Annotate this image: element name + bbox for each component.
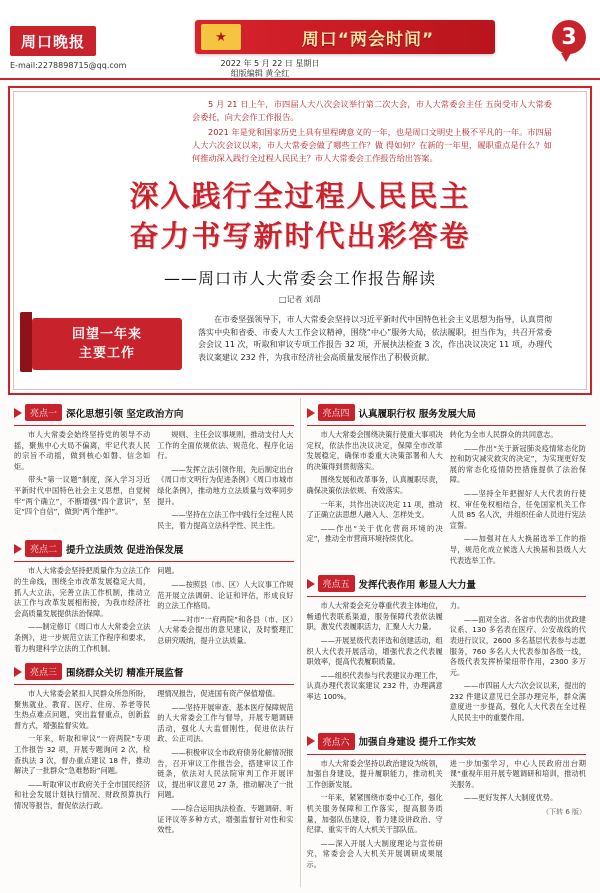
section-rule-4 bbox=[307, 425, 587, 426]
paragraph: 规则、主任会议事规则，推动支付人大工作的全面依规依法、规范化、程序化运行。 bbox=[157, 430, 294, 461]
page-number-tail bbox=[561, 53, 571, 62]
paragraph: 市人大常委会充分尊重代表主体地位，畅通代表联系渠道，服务保障代表依法履职，激发代表履职活力，汇聚人大力量。 bbox=[306, 601, 443, 632]
hero-intro bbox=[192, 98, 552, 167]
dateline: 2022 年 5 月 22 日 星期日 bbox=[220, 59, 320, 68]
continuation-note: （下转 6 版） bbox=[542, 808, 586, 817]
section-heading-1: 深化思想引领 坚定政治方向 bbox=[66, 408, 184, 420]
section-4-colB bbox=[450, 430, 586, 569]
subtitle: ——周口市人大常委会工作报告解读 bbox=[163, 269, 436, 288]
paragraph: ——组织代表参与代表建议办理工作，认真办理代表议案建议 232 件，办理满意率达 100%。 bbox=[306, 670, 443, 701]
paragraph: ——坚持全年把握好人大代表的行使权、审任免权相结合，任免国家机关工作人员 85 名人次，并组织任命人员进行宪法宣誓。 bbox=[449, 488, 586, 530]
section-6-body bbox=[307, 759, 587, 874]
contact-info: E-mail:2278898715@qq.com bbox=[10, 61, 127, 70]
banner-title: 周口“两会时间” bbox=[301, 29, 435, 50]
paragraph: 市人大常委会坚持把质量作为立法工作的生命线，围绕全市改革发展稳定大局，抓人大立法，完善立法工作机制，推动立法工作与改革发展相衔接，为我市经济社会高质量发展提供法治保障。 bbox=[14, 566, 151, 618]
newspaper-logo: 周口晚报 bbox=[10, 26, 96, 56]
paragraph: 市人大常委会始终坚持党的领导不动摇，聚焦中心大局不偏离，牢记代表人民的宗旨不动摇，做到核心如磐、信念如炬。 bbox=[14, 430, 151, 471]
hero-block bbox=[8, 86, 592, 395]
section-1-colA bbox=[14, 430, 150, 534]
section-5-colB bbox=[450, 601, 586, 727]
hero-summary-text: 在市委坚强领导下，市人大常委会坚持以习近平新时代中国特色社会主义思想为指导，认真贯彻落实中央和省委、市委人大工作会议精神，围绕“中心”服务大局，依法履职，担当作为，共召开常委会会议 11 次，听取和审议专项工作报告 32 项，开展执法检查 3 次，作出决议决定 11 项，办理代表议案建议 232 件，为我市经济社会高质量发展作出了积极贡献。 bbox=[198, 315, 552, 362]
ribbon-decoration bbox=[20, 312, 32, 372]
paragraph: 一年来，紧紧围绕市委中心工作，强化机关服务保障和工作落实，提高服务质量，加强队伍建设，着力建设讲政治、守纪律、重实干的人大机关干部队伍。 bbox=[306, 793, 443, 835]
section-tag-6: 亮点六 bbox=[318, 733, 355, 750]
page-title bbox=[10, 176, 590, 256]
paragraph: ——作出“关于优化营商环境的决定”，推动全市营商环境持续优化。 bbox=[306, 523, 443, 544]
section-3-colA bbox=[14, 689, 150, 839]
section-6-colA bbox=[307, 759, 443, 874]
paragraph: ——更好发挥人大制度优势。 bbox=[463, 793, 558, 803]
section-heading-2: 提升立法质效 促进治保发展 bbox=[66, 544, 184, 556]
arrow-icon bbox=[307, 408, 315, 418]
paragraph: 市人大常委会紧扣人民群众所急所盼，聚焦就业、教育、医疗、住房、养老等民生热点难点问题，突出监督重点，创新监督方式，增强监督实效。 bbox=[14, 689, 151, 730]
paragraph: ——作出“关于新冠肺炎疫情常态化防控和防灾减灾救灾的决定”，为实现更好发展的常态化疫情防控措施提供了法治保障。 bbox=[449, 443, 586, 485]
section-tag-2: 亮点二 bbox=[25, 540, 62, 557]
paragraph: ——综合运用执法检查、专题调研、听证评议等多种方式，增强监督针对性和实效性。 bbox=[157, 804, 294, 835]
editor-line: 组版编辑 黄全红 bbox=[230, 69, 290, 78]
section-heading-4: 认真履职行权 服务发展大局 bbox=[358, 408, 476, 420]
paragraph: 围绕发展和改革事务，认真履职尽责，确保决策依法依规、有效落实。 bbox=[306, 475, 443, 495]
section-4-body bbox=[307, 430, 587, 569]
paragraph: ——听取审议市政府关于全市国民经济和社会发展计划执行情况、财政预算执行情况等报告，督促依法行政。 bbox=[14, 779, 151, 811]
section-banner bbox=[195, 20, 495, 54]
arrow-icon bbox=[307, 736, 315, 746]
section-rule-3 bbox=[14, 684, 294, 685]
paragraph: ——发挥立法引领作用，先后制定出台《周口市文明行为促进条例》《周口市城市绿化条例》，推动地方立法质量与效率同步提升。 bbox=[157, 464, 294, 506]
section-5-colA bbox=[307, 601, 443, 727]
section-2-body bbox=[14, 566, 294, 657]
paragraph: ——加强对在人大换届选举工作的指导，规范化成立候选人大换届和县级人大代表选举工作。 bbox=[449, 534, 586, 565]
section-header-2 bbox=[14, 540, 294, 557]
headline-line-2: 奋力书写新时代出彩答卷 bbox=[129, 219, 471, 253]
national-emblem-icon: ★ bbox=[201, 24, 241, 50]
arrow-icon bbox=[14, 408, 22, 418]
paragraph: 一年来，共作出决议决定 11 项，推动了正确立法思想人融入人、怎样处支。 bbox=[306, 499, 443, 520]
section-tag-4: 亮点四 bbox=[318, 404, 355, 421]
section-header-6 bbox=[307, 733, 587, 750]
section-1-colB bbox=[157, 430, 293, 534]
section-header-5 bbox=[307, 575, 587, 592]
section-rule-5 bbox=[307, 596, 587, 597]
paragraph: 一年来，听取和审议“一府两院”专项工作报告 32 项，开展专题询问 2 次，检查执法 3 次，督办重点建议 18 件，推动解决了一批群众“急难愁盼”问题。 bbox=[14, 734, 151, 776]
paragraph: ——坚持开展审查、基本医疗保障规范的人大常委会工作与督导，开展专题调研活动，强化人大监督刚性，促进依法行政、公正司法。 bbox=[157, 702, 294, 744]
masthead bbox=[0, 0, 600, 80]
paragraph: ——深入开展人大制度理论与宣传研究，常委会会人大机关开展调研成果展示。 bbox=[306, 838, 443, 869]
paragraph: 市人大常委会坚持以政治建设为统领，加强自身建设，提升履职能力，推动机关工作创新发展。 bbox=[306, 758, 443, 789]
paragraph: ——制定修订《周口市人大常委会立法条例》，进一步规范立法工作程序和要求，着力构建科学立法的工作机制。 bbox=[14, 622, 151, 653]
paragraph: 进一步加强学习，中心人民政府出台期课“重视年用开展专题调研和培训，推动机关服务。 bbox=[449, 758, 586, 789]
paragraph: ——开展星级代表评选和创建活动，组织人大代表开展活动，增强代表之代表履职效率，提高代表履职质量。 bbox=[306, 635, 443, 667]
section-rule-6 bbox=[307, 754, 587, 755]
ribbon-line-1: 回望一年来 bbox=[71, 327, 142, 342]
section-tag-1: 亮点一 bbox=[25, 404, 62, 421]
section-heading-3: 围绕群众关切 精准开展监督 bbox=[66, 667, 184, 679]
paragraph: 市人大常委会围绕决策行使重大事项决定权，依法作出决议决定，保障全市改革发展稳定，确保市委重大决策部署和人大的决策得到贯彻落实。 bbox=[306, 430, 443, 471]
headline-line-1: 深入践行全过程人民民主 bbox=[129, 179, 471, 213]
section-3-body bbox=[14, 689, 294, 839]
ribbon-line-2: 主要工作 bbox=[78, 346, 135, 361]
column-left bbox=[8, 398, 300, 887]
hero-summary bbox=[198, 314, 552, 364]
section-heading-6: 加强自身建设 提升工作实效 bbox=[358, 737, 476, 749]
section-3-colB bbox=[157, 689, 293, 839]
paragraph: 问题。 bbox=[157, 566, 179, 576]
paragraph: ——坚持在立法工作中践行全过程人民民主，着力提高立法科学性、民主性。 bbox=[157, 510, 294, 530]
section-header-3 bbox=[14, 663, 294, 680]
review-ribbon bbox=[32, 318, 182, 370]
paragraph: 转化为全市人民群众的共同意志。 bbox=[449, 430, 558, 439]
section-tag-3: 亮点三 bbox=[25, 663, 62, 680]
arrow-icon bbox=[307, 579, 315, 589]
section-5-body bbox=[307, 601, 587, 727]
hero-intro-p1: 5 月 21 日上午，市四届人大八次会议举行第二次大会，市人大常委会主任 五岗受市人大常委会委托，向大会作工作报告。 bbox=[192, 99, 552, 122]
section-header-1 bbox=[14, 404, 294, 421]
paragraph: ——市四届人大六次会议以来，提出的 232 件建议意见已全部办理完毕，群众满意度进一步提高，强化人大代表在全过程人民民主中的重要作用。 bbox=[449, 681, 586, 723]
article-body bbox=[8, 398, 592, 887]
paragraph: 力。 bbox=[449, 601, 465, 611]
paragraph: ——对市“一府两院”和各县（市、区）人大常委会提出的意见建议，及时整理汇总研究吸纳，提升立法质量。 bbox=[157, 614, 294, 645]
section-2-colB bbox=[157, 566, 293, 657]
section-rule-1 bbox=[14, 425, 294, 426]
paragraph: ——积极审议全市政府债务化解情况报告，召开审议工作报告会，搭建审议工作链条，依法对人民法院审判工作开展评议，提出审议意见 27 条，推动解决了一批问题。 bbox=[157, 748, 294, 800]
section-tag-5: 亮点五 bbox=[318, 575, 355, 592]
paragraph: 带头“第一议题”制度，深入学习习近平新时代中国特色社会主义思想，自觉树牢“两个确立”，不断增强“四个意识”，坚定“四个自信”，做到“两个维护”。 bbox=[14, 475, 151, 517]
section-6-colB bbox=[450, 759, 586, 874]
section-rule-2 bbox=[14, 561, 294, 562]
page-number: 3 bbox=[552, 20, 586, 54]
column-right bbox=[300, 398, 593, 887]
section-1-body bbox=[14, 430, 294, 534]
section-heading-5: 发挥代表作用 彰显人大力量 bbox=[358, 579, 476, 591]
paragraph: ——按照县（市、区）人大议事工作规范开展立法调研、论证和评估，形成良好的立法工作格局。 bbox=[157, 579, 294, 611]
section-header-4 bbox=[307, 404, 587, 421]
section-2-colA bbox=[14, 566, 150, 657]
byline: □记者 刘昂 bbox=[278, 295, 322, 304]
arrow-icon bbox=[14, 544, 22, 554]
section-4-colA bbox=[307, 430, 443, 569]
paragraph: ——面对全省、各省市代表的出优政建议系、130 多名表在医疗、公安战线的代表进行议议，2600 多名基层代表参与志愿服务，760 多名人大代表参加各级一线，各级代表发挥桥梁纽带作用，2300 多万元。 bbox=[449, 614, 586, 677]
arrow-icon bbox=[14, 667, 22, 677]
paragraph: 理情况报告，促进国有资产保值增值。 bbox=[157, 689, 280, 699]
hero-intro-p2: 2021 年是党和国家历史上具有里程碑意义的一年，也是周口文明史上极不平凡的一年。市四届人大六次会议以来，市人大常委会做了哪些工作？做 得如何？在新的一年里，履职重点是什么？如何推动深入践行全过程人民民主？市人大常委会工作报告给出答案。 bbox=[192, 127, 552, 163]
